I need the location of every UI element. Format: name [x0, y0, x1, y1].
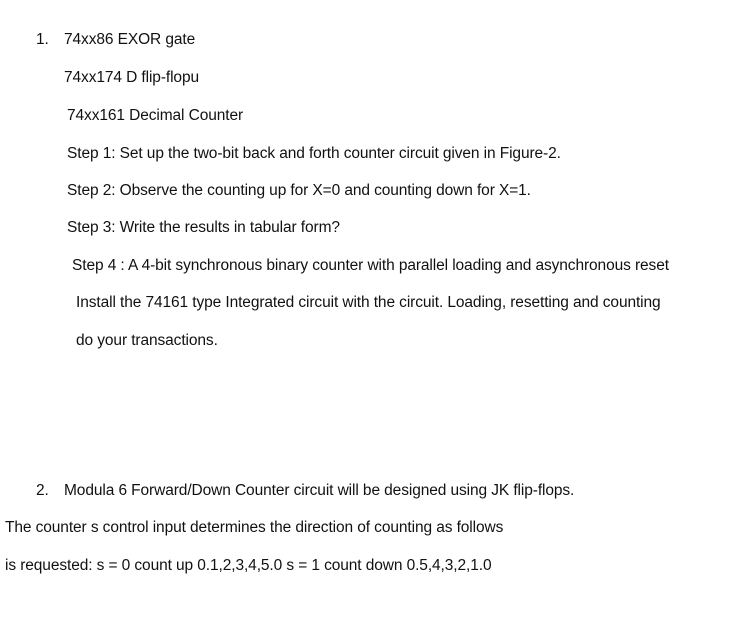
- item-2-line-2: is requested: s = 0 count up 0.1,2,3,4,5.0 s = 1 count down 0.5,4,3,2,1.0: [5, 557, 492, 574]
- item-1-title: 74xx86 EXOR gate: [64, 31, 196, 48]
- item-1-line-1: 74xx174 D flip-flopu: [64, 69, 199, 86]
- item-2-title: Modula 6 Forward/Down Counter circuit will be designed using JK flip-flops.: [64, 482, 575, 499]
- item-1-number: 1.: [36, 31, 49, 48]
- item-1-step-4-cont-2: do your transactions.: [76, 332, 218, 349]
- item-1-step-2: Step 2: Observe the counting up for X=0 and counting down for X=1.: [67, 182, 531, 199]
- item-2-line-1: The counter s control input determines the direction of counting as follows: [5, 519, 504, 536]
- item-2-heading: [36, 481, 574, 501]
- item-1-line-2: 74xx161 Decimal Counter: [67, 107, 244, 124]
- item-1-step-3: Step 3: Write the results in tabular form?: [67, 219, 340, 236]
- item-1-step-1: Step 1: Set up the two-bit back and forth counter circuit given in Figure-2.: [67, 145, 561, 162]
- item-1-step-4: Step 4 : A 4-bit synchronous binary counter with parallel loading and asynchronous reset: [72, 257, 669, 274]
- item-1-step-4-cont-1: Install the 74161 type Integrated circuit with the circuit. Loading, resetting and counting: [76, 294, 661, 311]
- item-2-number: 2.: [36, 482, 49, 499]
- item-1-heading: [36, 30, 195, 50]
